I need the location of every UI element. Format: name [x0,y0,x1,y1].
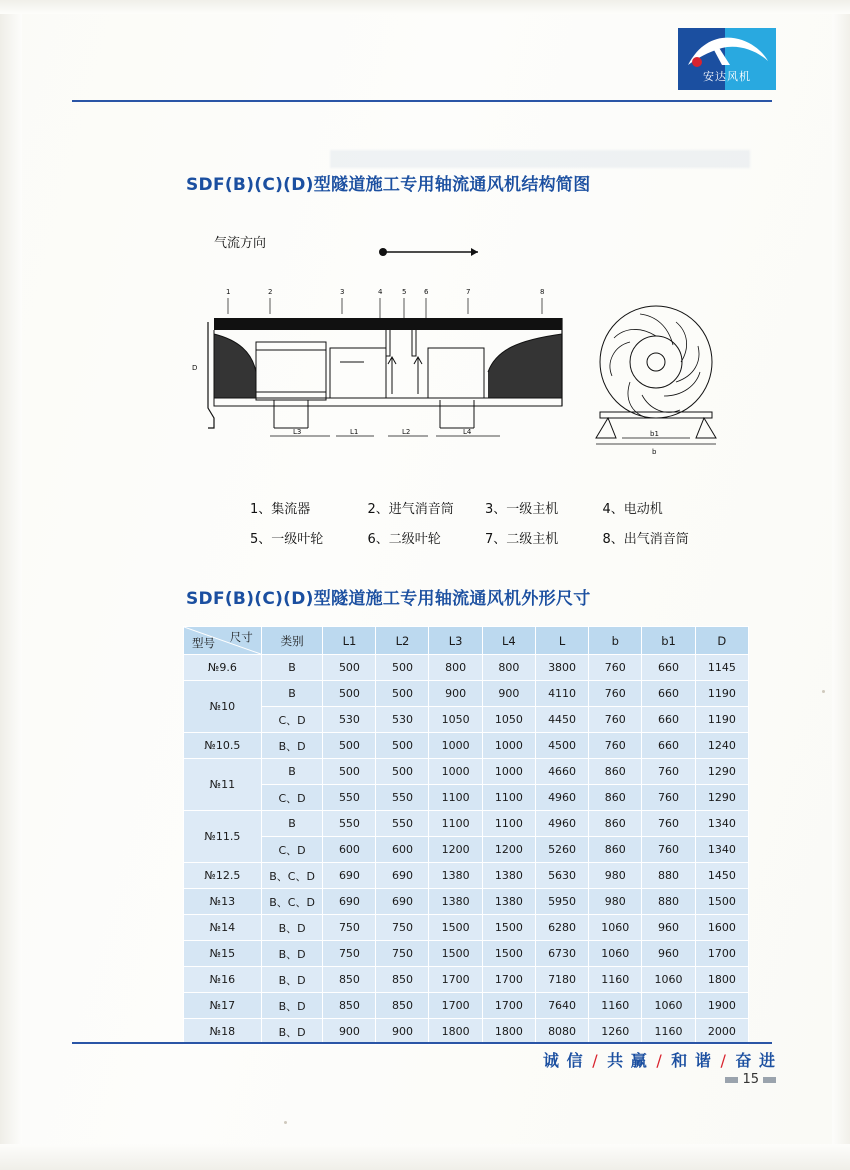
cell-l3: 1500 [429,915,482,941]
dimensions-table [183,626,749,1045]
table-corner-header [184,627,262,655]
cell-l3: 1800 [429,1019,482,1045]
svg-text:8: 8 [540,288,545,296]
cell-type: B、D [261,967,323,993]
cell-b: 1060 [589,941,642,967]
slogan-part-3: 和 谐 [671,1051,712,1070]
slogan-part-2: 共 赢 [607,1051,648,1070]
page-dash-left-icon [725,1077,738,1083]
cell-l: 4500 [535,733,588,759]
cell-l1: 500 [323,655,376,681]
cell-l3: 1200 [429,837,482,863]
cell-l4: 1050 [482,707,535,733]
svg-text:L3: L3 [293,428,302,436]
cell-l1: 850 [323,993,376,1019]
column-header-type: 类别 [261,627,323,655]
cell-b: 1160 [589,993,642,1019]
cell-l1: 690 [323,863,376,889]
footer-slogan [543,1048,776,1071]
cell-l2: 850 [376,993,429,1019]
page-dash-right-icon [763,1077,776,1083]
cell-l: 4110 [535,681,588,707]
scan-speck [822,690,825,693]
legend-row [250,525,720,555]
svg-text:2: 2 [268,288,273,296]
page-number-block [725,1072,776,1087]
slogan-separator: / [720,1051,727,1070]
cell-b1: 960 [642,941,695,967]
cell-l4: 1380 [482,889,535,915]
legend-item: 3、一级主机 [485,502,559,517]
table-header-row [184,627,749,655]
cell-b1: 960 [642,915,695,941]
cell-l1: 530 [323,707,376,733]
cell-l4: 800 [482,655,535,681]
cell-type: B [261,655,323,681]
cell-l3: 1380 [429,889,482,915]
scan-edge-left [0,0,22,1170]
cell-d: 1340 [695,811,748,837]
cell-model: №18 [184,1019,262,1045]
cell-l2: 600 [376,837,429,863]
cell-b: 1060 [589,915,642,941]
bleed-through-artifact [330,150,750,168]
cell-b1: 760 [642,811,695,837]
company-logo [678,28,776,90]
cell-l3: 1000 [429,733,482,759]
cell-type: B、D [261,1019,323,1045]
table-row [184,889,749,915]
cell-type: B、C、D [261,889,323,915]
legend-item: 5、一级叶轮 [250,532,324,547]
cell-l2: 690 [376,889,429,915]
cell-type: B [261,759,323,785]
legend-item: 2、进气消音筒 [367,502,454,517]
logo-text: 安达风机 [703,70,751,83]
cell-l: 5950 [535,889,588,915]
table-row [184,967,749,993]
cell-l: 8080 [535,1019,588,1045]
cell-l4: 1700 [482,993,535,1019]
cell-type: B [261,681,323,707]
header-rule [72,100,772,102]
cell-type: B [261,811,323,837]
legend-item: 6、二级叶轮 [367,532,441,547]
legend-row [250,495,720,525]
table-row [184,993,749,1019]
cell-b: 860 [589,837,642,863]
table-row [184,941,749,967]
cell-l4: 1380 [482,863,535,889]
cell-model: №11.5 [184,811,262,863]
cell-b1: 660 [642,681,695,707]
cell-l3: 1100 [429,785,482,811]
scan-edge-top [0,0,850,14]
cell-l1: 850 [323,967,376,993]
cell-b: 760 [589,733,642,759]
column-header-l4: L4 [482,627,535,655]
column-header-l: L [535,627,588,655]
column-header-l1: L1 [323,627,376,655]
cell-l3: 1000 [429,759,482,785]
cell-l3: 1700 [429,967,482,993]
cell-b: 760 [589,655,642,681]
cell-b1: 760 [642,837,695,863]
cell-l1: 600 [323,837,376,863]
table-row [184,707,749,733]
legend-item: 1、集流器 [250,502,311,517]
cell-b: 1160 [589,967,642,993]
cell-l4: 1100 [482,811,535,837]
cell-l4: 1100 [482,785,535,811]
legend-item: 8、出气消音筒 [602,532,689,547]
legend-item: 7、二级主机 [485,532,559,547]
cell-l3: 1050 [429,707,482,733]
cell-l3: 1100 [429,811,482,837]
cell-d: 1500 [695,889,748,915]
cell-l2: 900 [376,1019,429,1045]
cell-model: №17 [184,993,262,1019]
cell-l2: 500 [376,681,429,707]
diagram-legend [250,495,720,555]
cell-d: 1145 [695,655,748,681]
cell-b1: 1060 [642,967,695,993]
cell-d: 1340 [695,837,748,863]
column-header-b1: b1 [642,627,695,655]
cell-l4: 1000 [482,733,535,759]
cell-d: 1600 [695,915,748,941]
cell-l3: 1700 [429,993,482,1019]
cell-l3: 900 [429,681,482,707]
cell-model: №16 [184,967,262,993]
table-row [184,655,749,681]
airflow-direction-label: 气流方向 [214,236,267,251]
cell-l: 4660 [535,759,588,785]
cell-l2: 550 [376,811,429,837]
svg-text:1: 1 [226,288,231,296]
cell-l: 5630 [535,863,588,889]
legend-item: 4、电动机 [602,502,663,517]
cell-type: B、D [261,993,323,1019]
table-row [184,1019,749,1045]
scan-edge-right [832,0,850,1170]
table-head [184,627,749,655]
cell-l4: 1500 [482,915,535,941]
cell-b1: 880 [642,889,695,915]
table-row [184,733,749,759]
svg-text:L4: L4 [463,428,472,436]
cell-d: 1450 [695,863,748,889]
cell-l1: 900 [323,1019,376,1045]
cell-l1: 550 [323,785,376,811]
column-header-b: b [589,627,642,655]
cell-b1: 1060 [642,993,695,1019]
svg-text:D: D [192,364,198,372]
table-row [184,837,749,863]
cell-d: 1190 [695,707,748,733]
cell-l4: 1200 [482,837,535,863]
cell-type: B、D [261,941,323,967]
cell-l4: 1000 [482,759,535,785]
cell-l3: 800 [429,655,482,681]
cell-b1: 660 [642,707,695,733]
cell-type: B、D [261,733,323,759]
cell-type: B、C、D [261,863,323,889]
cell-type: C、D [261,707,323,733]
cell-model: №10 [184,681,262,733]
cell-model: №15 [184,941,262,967]
slogan-part-4: 奋 进 [735,1051,776,1070]
slogan-part-1: 诚 信 [543,1051,584,1070]
svg-text:3: 3 [340,288,345,296]
cell-b1: 760 [642,785,695,811]
cell-d: 1800 [695,967,748,993]
cell-model: №10.5 [184,733,262,759]
cell-l2: 550 [376,785,429,811]
cell-l4: 1800 [482,1019,535,1045]
cell-l3: 1500 [429,941,482,967]
cell-l2: 690 [376,863,429,889]
svg-text:L1: L1 [350,428,359,436]
cell-l: 6280 [535,915,588,941]
cell-l: 6730 [535,941,588,967]
cell-l: 7180 [535,967,588,993]
table-row [184,681,749,707]
cell-l1: 500 [323,681,376,707]
page-number: 15 [742,1072,759,1087]
slogan-separator: / [656,1051,663,1070]
cell-type: C、D [261,785,323,811]
cell-l1: 500 [323,733,376,759]
cell-l4: 1700 [482,967,535,993]
cell-b: 860 [589,811,642,837]
cell-model: №13 [184,889,262,915]
table-title: SDF(B)(C)(D)型隧道施工专用轴流通风机外形尺寸 [186,589,591,609]
cell-l2: 500 [376,759,429,785]
cell-b1: 660 [642,655,695,681]
cell-b: 760 [589,707,642,733]
cell-d: 2000 [695,1019,748,1045]
table-row [184,811,749,837]
cell-l: 4960 [535,811,588,837]
cell-l3: 1380 [429,863,482,889]
corner-header-top: 尺寸 [229,630,253,644]
cell-model: №12.5 [184,863,262,889]
cell-d: 1240 [695,733,748,759]
slogan-separator: / [592,1051,599,1070]
svg-text:4: 4 [378,288,383,296]
cell-l: 4960 [535,785,588,811]
cell-l4: 900 [482,681,535,707]
column-header-l2: L2 [376,627,429,655]
cell-l2: 850 [376,967,429,993]
cell-b: 860 [589,759,642,785]
svg-text:b1: b1 [650,430,659,438]
column-header-d: D [695,627,748,655]
cell-l: 7640 [535,993,588,1019]
cell-l: 3800 [535,655,588,681]
cell-type: B、D [261,915,323,941]
corner-header-bottom: 型号 [192,636,215,650]
svg-text:6: 6 [424,288,429,296]
diagram-title: SDF(B)(C)(D)型隧道施工专用轴流通风机结构简图 [186,175,591,195]
table-row [184,863,749,889]
logo-red-dot [692,57,702,67]
cell-b1: 1160 [642,1019,695,1045]
cell-l2: 530 [376,707,429,733]
cell-d: 1290 [695,785,748,811]
cell-b: 980 [589,889,642,915]
cell-l2: 500 [376,655,429,681]
cell-b1: 660 [642,733,695,759]
cell-l1: 750 [323,915,376,941]
cell-l1: 750 [323,941,376,967]
cell-b1: 880 [642,863,695,889]
footer-rule [72,1042,772,1044]
cell-b: 760 [589,681,642,707]
cell-b1: 760 [642,759,695,785]
cell-model: №9.6 [184,655,262,681]
cell-b: 1260 [589,1019,642,1045]
cell-l1: 500 [323,759,376,785]
svg-text:b: b [652,448,657,456]
cell-l1: 690 [323,889,376,915]
cell-l: 5260 [535,837,588,863]
fan-structure-diagram [178,222,758,472]
table-row [184,915,749,941]
svg-text:7: 7 [466,288,471,296]
cell-type: C、D [261,837,323,863]
table-row [184,759,749,785]
svg-text:L2: L2 [402,428,411,436]
cell-d: 1190 [695,681,748,707]
cell-d: 1290 [695,759,748,785]
column-header-l3: L3 [429,627,482,655]
cell-l2: 750 [376,941,429,967]
cell-l2: 750 [376,915,429,941]
cell-b: 980 [589,863,642,889]
cell-b: 860 [589,785,642,811]
scan-edge-bottom [0,1144,850,1170]
cell-l2: 500 [376,733,429,759]
cell-l1: 550 [323,811,376,837]
cell-l: 4450 [535,707,588,733]
cell-l4: 1500 [482,941,535,967]
cell-d: 1900 [695,993,748,1019]
cell-model: №14 [184,915,262,941]
table-body [184,655,749,1045]
cell-d: 1700 [695,941,748,967]
svg-text:5: 5 [402,288,407,296]
scan-speck [284,1121,287,1124]
cell-model: №11 [184,759,262,811]
table-row [184,785,749,811]
